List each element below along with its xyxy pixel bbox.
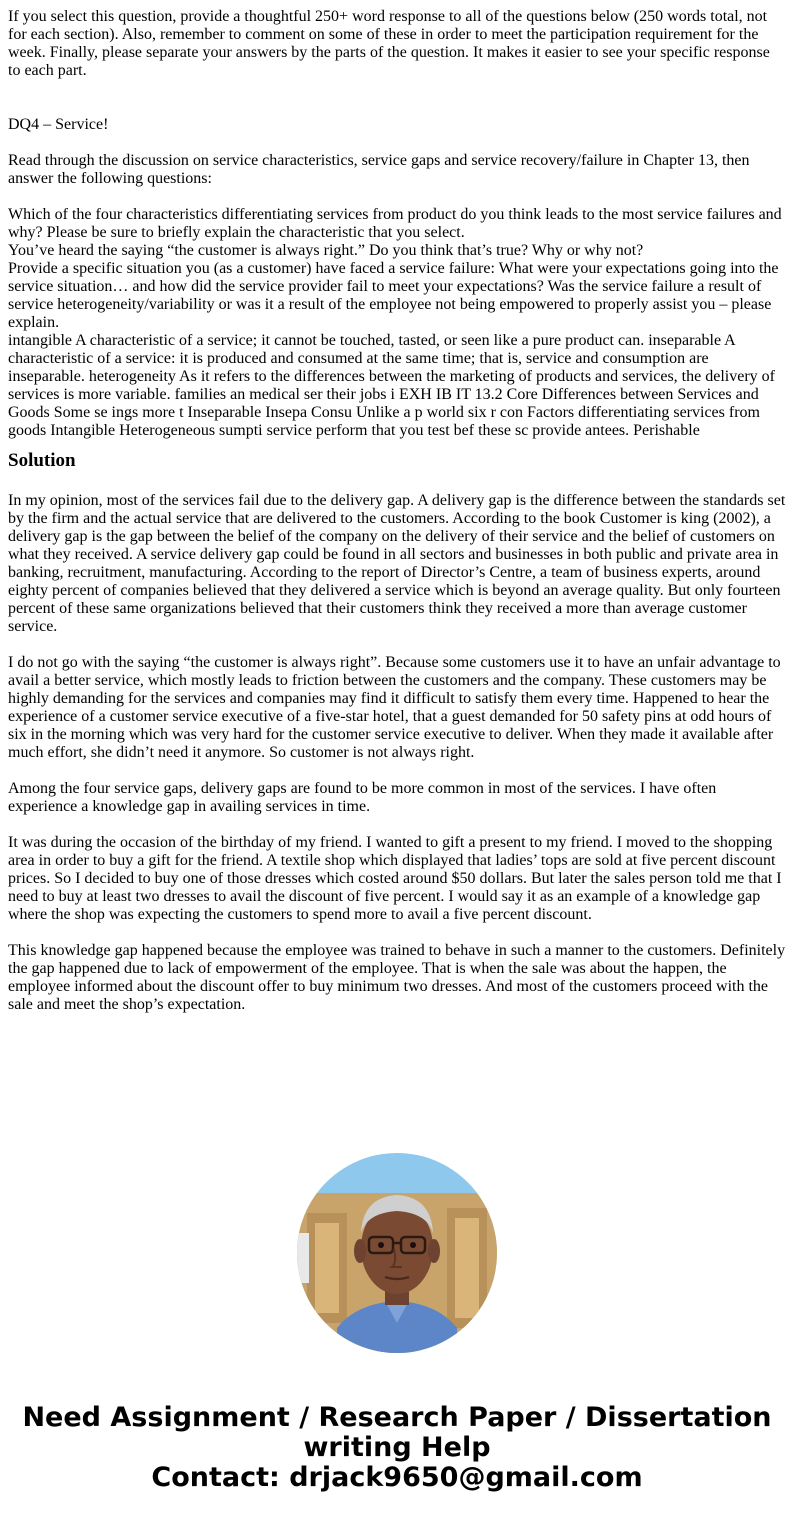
footer-line: writing Help (303, 1432, 491, 1463)
solution-paragraph: This knowledge gap happened because the employee was trained to behave in such a manner to the customers. Definitely the gap happened due to lack of empowerment of the employee. That is when the sale was about the happen, the employee informed about the discount offer to buy minimum two dresses. And most of the customers proceed with the sale and meet the shop’s expectation. (8, 942, 786, 1013)
question-item: intangible A characteristic of a service; it cannot be touched, tasted, or seen like a pure product can. inseparable A characteristic of a service: it is produced and consumed at the same time; that is, service and consumption are inseparable. heterogeneity As it refers to the differences between the marketing of products and services, the delivery of services is more variable. families an medical ser their jobs i EXH IB IT 13.2 Core Differences between Services and Goods Some se ings more t Inseparable Insepa Consu Unlike a p world six r con Factors differentiating services from goods Intangible Heterogeneous sumpti service perform that you test bef these sc provide antees. Perishable (8, 332, 775, 439)
solution-heading: Solution (8, 450, 76, 471)
footer-line: Need Assignment / Research Paper / Dissertation (22, 1402, 772, 1433)
solution-paragraph: Among the four service gaps, delivery gaps are found to be more common in most of the services. I have often experience a knowledge gap in availing services in time. (8, 780, 717, 815)
contact-footer (0, 1403, 794, 1493)
solution-paragraph: It was during the occasion of the birthday of my friend. I wanted to gift a present to my friend. I moved to the shopping area in order to buy a gift for the friend. A textile shop which displayed that ladies’ tops are sold at five percent discount prices. So I decided to buy one of those dresses which costed around $50 dollars. But later the sales person told me that I need to buy at least two dresses to avail the discount of five percent. I would say it as an example of a knowledge gap where the shop was expecting the customers to spend more to avail a five percent discount. (8, 834, 782, 923)
question-title: DQ4 – Service! (8, 116, 109, 133)
question-list (8, 206, 786, 440)
question-instructions: If you select this question, provide a thoughtful 250+ word response to all of the questions below (250 words total, not for each section). Also, remember to comment on some of these in order to meet the participation requirement for the week. Finally, please separate your answers by the parts of the question. It makes it easier to see your specific response to each part. (8, 8, 770, 79)
question-item: Which of the four characteristics differentiating services from product do you think leads to the most service failures and why? Please be sure to briefly explain the characteristic that you select. (8, 206, 782, 241)
question-item: You’ve heard the saying “the customer is always right.” Do you think that’s true? Why or why not? (8, 242, 644, 259)
profile-photo-icon (297, 1153, 497, 1353)
page-content (8, 8, 786, 1032)
question-item: Provide a specific situation you (as a customer) have faced a service failure: What were your expectations going into the service situation… and how did the service provider fail to meet your expectations? Was the service failure a result of service heterogeneity/variability or was it a result of the employee not being empowered to properly assist you – please explain. (8, 260, 779, 331)
question-intro: Read through the discussion on service characteristics, service gaps and service recovery/failure in Chapter 13, then answer the following questions: (8, 152, 750, 187)
solution-paragraph: I do not go with the saying “the customer is always right”. Because some customers use it to have an unfair advantage to avail a better service, which mostly leads to friction between the customers and the company. These customers may be highly demanding for the services and companies may find it difficult to satisfy them every time. Happened to hear the experience of a customer service executive of a five-star hotel, that a guest demanded for 50 safety pins at odd hours of six in the morning which was very hard for the customer service executive to deliver. When they made it available after much effort, she didn’t need it anymore. So customer is not always right. (8, 654, 781, 761)
question-block (8, 8, 786, 440)
solution-body (8, 492, 786, 1014)
solution-paragraph: In my opinion, most of the services fail due to the delivery gap. A delivery gap is the difference between the standards set by the firm and the actual service that are delivered to the customers. According to the book Customer is king (2002), a delivery gap is the gap between the belief of the company on the delivery of their service and the belief of customers on what they received. A service delivery gap could be found in all sectors and businesses in both public and private area in banking, recruitment, manufacturing. According to the report of Director’s Centre, a team of business experts, around eighty percent of companies believed that they delivered a service which is beyond an average quality. But only fourteen percent of these same organizations believed that their customers think they received a more than average customer service. (8, 492, 786, 635)
footer-contact-line: Contact: drjack9650@gmail.com (151, 1462, 643, 1493)
avatar (297, 1153, 497, 1353)
